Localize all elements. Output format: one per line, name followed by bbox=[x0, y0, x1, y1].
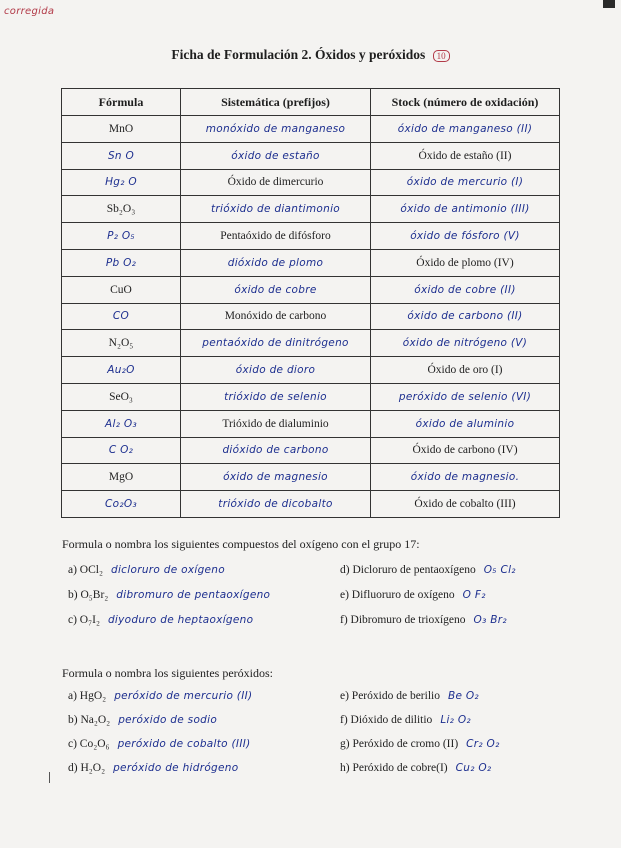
section2-right bbox=[340, 684, 500, 780]
cell-stock: óxido de fósforo (V) bbox=[371, 223, 560, 250]
handwritten-answer: Li₂ O₂ bbox=[440, 714, 471, 726]
cell-formula: Sb₂O₃ bbox=[62, 196, 181, 223]
handwritten-answer: Be O₂ bbox=[447, 690, 479, 702]
handwritten-answer: Cr₂ O₂ bbox=[466, 738, 500, 750]
cell-stock: Óxido de carbono (IV) bbox=[371, 437, 560, 464]
header-systematic: Sistemática (prefijos) bbox=[181, 89, 371, 116]
cell-systematic: óxido de dioro bbox=[181, 357, 371, 384]
section2-title: Formula o nombra los siguientes peróxidos: bbox=[62, 666, 273, 680]
cell-formula: Hg₂ O bbox=[62, 169, 181, 196]
cell-formula: SeO₃ bbox=[62, 383, 181, 410]
formulation-table bbox=[61, 88, 560, 518]
score-badge: 10 bbox=[433, 50, 450, 62]
section1-title: Formula o nombra los siguientes compuestos del oxígeno con el grupo 17: bbox=[62, 537, 420, 551]
table-row bbox=[62, 357, 560, 384]
handwritten-answer: Cu₂ O₂ bbox=[455, 762, 492, 774]
cell-systematic: pentaóxido de dinitrógeno bbox=[181, 330, 371, 357]
handwritten-answer: O F₂ bbox=[462, 588, 486, 601]
cell-stock: Óxido de cobalto (III) bbox=[371, 491, 560, 518]
question-label: d) Dicloruro de pentaoxígeno bbox=[340, 563, 476, 576]
handwritten-answer: O₅ Cl₂ bbox=[483, 563, 516, 576]
table-row bbox=[62, 249, 560, 276]
cell-stock: Óxido de oro (I) bbox=[371, 357, 560, 384]
cell-formula: MnO bbox=[62, 116, 181, 143]
cell-systematic: Trióxido de dialuminio bbox=[181, 410, 371, 437]
cell-stock: Óxido de plomo (IV) bbox=[371, 249, 560, 276]
cell-systematic: trióxido de dicobalto bbox=[181, 491, 371, 518]
cell-formula: N₂O₅ bbox=[62, 330, 181, 357]
header-stock: Stock (número de oxidación) bbox=[371, 89, 560, 116]
table-header-row bbox=[62, 89, 560, 116]
cell-systematic: trióxido de diantimonio bbox=[181, 196, 371, 223]
cell-systematic: óxido de cobre bbox=[181, 276, 371, 303]
question-label: b) Na₂O₂ bbox=[68, 714, 111, 726]
table-row bbox=[62, 464, 560, 491]
table-row bbox=[62, 330, 560, 357]
question-item bbox=[340, 756, 500, 780]
cell-systematic: Óxido de dimercurio bbox=[181, 169, 371, 196]
cell-systematic: dióxido de carbono bbox=[181, 437, 371, 464]
cell-formula: MgO bbox=[62, 464, 181, 491]
table-row bbox=[62, 276, 560, 303]
section2-left bbox=[68, 684, 252, 780]
table-row bbox=[62, 142, 560, 169]
question-item bbox=[340, 684, 500, 708]
handwritten-answer: O₃ Br₂ bbox=[473, 613, 507, 626]
cell-stock: óxido de manganeso (II) bbox=[371, 116, 560, 143]
cell-systematic: trióxido de selenio bbox=[181, 383, 371, 410]
handwritten-answer: diyoduro de heptaoxígeno bbox=[107, 613, 254, 626]
question-label: a) OCl₂ bbox=[68, 563, 103, 576]
section1-left bbox=[68, 557, 270, 632]
table-row bbox=[62, 410, 560, 437]
cell-formula: Co₂O₃ bbox=[62, 491, 181, 518]
question-item bbox=[340, 582, 516, 607]
corner-mark bbox=[603, 0, 615, 8]
margin-mark bbox=[49, 772, 50, 783]
question-item bbox=[340, 708, 500, 732]
header-formula: Fórmula bbox=[62, 89, 181, 116]
section1-right bbox=[340, 557, 516, 632]
question-item bbox=[340, 557, 516, 582]
question-label: c) Co₂O₆ bbox=[68, 738, 110, 750]
title-text: Ficha de Formulación 2. Óxidos y peróxidos bbox=[171, 47, 426, 62]
question-item bbox=[68, 684, 252, 708]
cell-stock: óxido de carbono (II) bbox=[371, 303, 560, 330]
page-title bbox=[0, 47, 621, 63]
question-item bbox=[340, 732, 500, 756]
question-label: f) Dibromuro de trioxígeno bbox=[340, 613, 466, 626]
question-item bbox=[68, 708, 252, 732]
handwritten-answer: peróxido de mercurio (II) bbox=[114, 690, 253, 702]
cell-formula: Sn O bbox=[62, 142, 181, 169]
cell-formula: Pb O₂ bbox=[62, 249, 181, 276]
cell-formula: CuO bbox=[62, 276, 181, 303]
question-label: b) O₅Br₂ bbox=[68, 588, 109, 601]
question-item bbox=[68, 607, 270, 632]
table-row bbox=[62, 437, 560, 464]
handwritten-answer: dicloruro de oxígeno bbox=[111, 563, 225, 576]
cell-stock: óxido de nitrógeno (V) bbox=[371, 330, 560, 357]
question-label: e) Difluoruro de oxígeno bbox=[340, 588, 455, 601]
handwritten-answer: peróxido de sodio bbox=[118, 714, 218, 726]
table-row bbox=[62, 223, 560, 250]
cell-stock: óxido de cobre (II) bbox=[371, 276, 560, 303]
cell-formula: P₂ O₅ bbox=[62, 223, 181, 250]
handwritten-answer: peróxido de cobalto (III) bbox=[117, 738, 251, 750]
cell-formula: CO bbox=[62, 303, 181, 330]
cell-systematic: monóxido de manganeso bbox=[181, 116, 371, 143]
table-row bbox=[62, 383, 560, 410]
table-row bbox=[62, 169, 560, 196]
question-label: c) O₇I₂ bbox=[68, 613, 100, 626]
corrected-note: corregida bbox=[4, 6, 55, 17]
question-item bbox=[68, 732, 252, 756]
handwritten-answer: dibromuro de pentaoxígeno bbox=[116, 588, 271, 601]
cell-stock: peróxido de selenio (VI) bbox=[371, 383, 560, 410]
cell-formula: C O₂ bbox=[62, 437, 181, 464]
cell-stock: óxido de aluminio bbox=[371, 410, 560, 437]
table-row bbox=[62, 303, 560, 330]
question-label: a) HgO₂ bbox=[68, 690, 107, 702]
cell-systematic: Monóxido de carbono bbox=[181, 303, 371, 330]
cell-stock: Óxido de estaño (II) bbox=[371, 142, 560, 169]
cell-systematic: dióxido de plomo bbox=[181, 249, 371, 276]
cell-systematic: Pentaóxido de difósforo bbox=[181, 223, 371, 250]
cell-formula: Al₂ O₃ bbox=[62, 410, 181, 437]
question-item bbox=[68, 557, 270, 582]
question-label: h) Peróxido de cobre(I) bbox=[340, 762, 448, 774]
question-label: e) Peróxido de berilio bbox=[340, 690, 440, 702]
question-item bbox=[68, 756, 252, 780]
cell-systematic: óxido de magnesio bbox=[181, 464, 371, 491]
cell-formula: Au₂O bbox=[62, 357, 181, 384]
question-label: d) H₂O₂ bbox=[68, 762, 106, 774]
cell-stock: óxido de magnesio. bbox=[371, 464, 560, 491]
question-label: f) Dióxido de dilitio bbox=[340, 714, 433, 726]
table-row bbox=[62, 491, 560, 518]
cell-stock: óxido de antimonio (III) bbox=[371, 196, 560, 223]
table-row bbox=[62, 116, 560, 143]
handwritten-answer: peróxido de hidrógeno bbox=[113, 762, 239, 774]
table-row bbox=[62, 196, 560, 223]
question-item bbox=[340, 607, 516, 632]
question-label: g) Peróxido de cromo (II) bbox=[340, 738, 459, 750]
question-item bbox=[68, 582, 270, 607]
cell-systematic: óxido de estaño bbox=[181, 142, 371, 169]
cell-stock: óxido de mercurio (I) bbox=[371, 169, 560, 196]
